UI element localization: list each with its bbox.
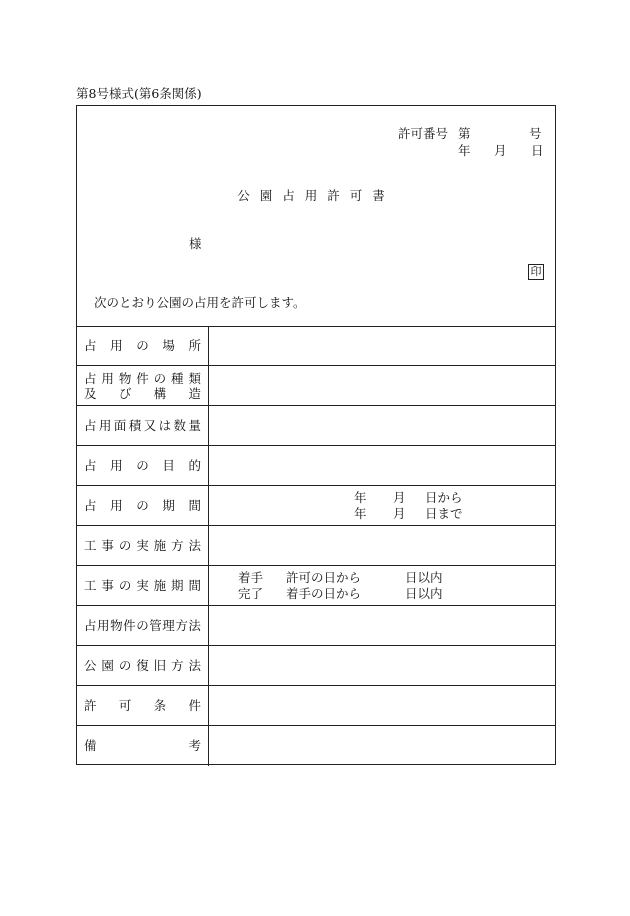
construction-finish-text: 着手の日から (286, 586, 362, 601)
row-purpose (77, 446, 555, 486)
restoration-method-field[interactable] (209, 646, 555, 685)
row-conditions (77, 686, 555, 726)
label-char: 期 (162, 498, 175, 513)
label-char: 備 (84, 738, 97, 753)
remarks-field[interactable] (209, 726, 555, 766)
row-label (77, 486, 209, 525)
label-char: 占 (84, 458, 97, 473)
label-char: 量 (188, 418, 201, 433)
label-char: の (153, 370, 167, 386)
seal-icon: 印 (528, 264, 544, 280)
label-char: 復 (136, 658, 149, 673)
label-char: 旧 (153, 658, 167, 673)
label-line (84, 418, 201, 433)
label-char: 実 (136, 538, 149, 553)
label-char: 占 (84, 498, 97, 513)
label-char: 実 (136, 578, 149, 593)
row-remarks (77, 726, 555, 766)
row-label (77, 606, 209, 645)
label-char: 条 (153, 698, 167, 713)
period-until-month: 月 (393, 506, 406, 521)
label-char: 面 (113, 418, 127, 433)
construction-finish-label: 完了 (238, 586, 264, 601)
conditions-field[interactable] (209, 686, 555, 725)
label-char: 構 (153, 385, 167, 401)
label-char: 用 (97, 618, 110, 633)
period-from-month: 月 (393, 490, 406, 505)
label-char: の (118, 538, 132, 553)
form-title: 公園占用許可書 (237, 188, 395, 203)
label-line (84, 386, 201, 401)
label-char: 件 (123, 618, 136, 633)
management-method-field[interactable] (209, 606, 555, 645)
label-char: 施 (153, 578, 167, 593)
row-management-method (77, 606, 555, 646)
row-label (77, 446, 209, 485)
label-line (84, 498, 201, 513)
construction-finish-days: 日以内 (405, 586, 443, 601)
row-restoration-method (77, 646, 555, 686)
label-char: 事 (101, 538, 114, 553)
purpose-field[interactable] (209, 446, 555, 485)
label-char: 類 (188, 370, 201, 386)
row-label (77, 366, 209, 405)
construction-period-field[interactable] (209, 566, 555, 605)
label-line (84, 578, 201, 593)
row-label (77, 566, 209, 605)
label-char: 積 (128, 418, 142, 433)
label-char: の (136, 618, 149, 633)
period-until-day: 日まで (425, 506, 463, 521)
construction-method-field[interactable] (209, 526, 555, 565)
row-location (77, 326, 555, 366)
label-char: 造 (188, 385, 201, 401)
label-char: 間 (188, 578, 201, 593)
label-char: の (136, 338, 149, 353)
row-label (77, 726, 209, 766)
row-label (77, 326, 209, 365)
label-char: 工 (84, 538, 97, 553)
row-period (77, 486, 555, 526)
label-line (84, 618, 201, 633)
date-day-label: 日 (531, 143, 544, 158)
label-char: 方 (175, 618, 188, 633)
label-char: 物 (118, 370, 132, 386)
label-char: 数 (173, 418, 187, 433)
permit-number-label: 許可番号 (398, 126, 449, 141)
row-type-structure (77, 366, 555, 406)
label-char: 許 (84, 698, 97, 713)
addressee-suffix: 様 (189, 236, 202, 251)
form-header (77, 106, 555, 327)
row-area-quantity (77, 406, 555, 446)
label-char: 園 (101, 658, 114, 673)
period-until-year: 年 (354, 506, 367, 521)
label-char: 公 (84, 658, 97, 673)
intro-text: 次のとおり公園の占用を許可します。 (94, 295, 306, 310)
label-line (84, 658, 201, 673)
permit-form-frame (76, 105, 556, 765)
label-char: 用 (110, 458, 123, 473)
label-char: 占 (84, 618, 97, 633)
label-char: 事 (101, 578, 114, 593)
label-char: 用 (98, 418, 112, 433)
date-year-label: 年 (458, 143, 471, 158)
form-table (77, 326, 555, 766)
row-label (77, 686, 209, 725)
label-char: 占 (84, 418, 97, 433)
label-char: 方 (171, 658, 184, 673)
label-char: 占 (84, 338, 97, 353)
label-char: 法 (188, 538, 201, 553)
label-char: 及 (84, 385, 97, 401)
label-char: 用 (101, 370, 114, 386)
row-construction-period (77, 566, 555, 606)
label-char: 種 (171, 370, 184, 386)
period-field[interactable] (209, 486, 555, 525)
label-char: は (158, 418, 172, 433)
label-char: 件 (188, 698, 201, 713)
permit-number-prefix: 第 (458, 126, 471, 141)
label-char: 用 (110, 498, 123, 513)
period-from-year: 年 (354, 490, 367, 505)
label-char: 理 (162, 618, 175, 633)
row-label (77, 526, 209, 565)
row-construction-method (77, 526, 555, 566)
permit-number-suffix: 号 (529, 126, 542, 141)
label-char: 法 (188, 618, 201, 633)
label-char: 又 (143, 418, 157, 433)
date-month-label: 月 (494, 143, 507, 158)
label-char: 期 (171, 578, 184, 593)
label-char: び (118, 385, 132, 401)
label-line (84, 458, 201, 473)
construction-start-label: 着手 (238, 570, 264, 585)
label-char: の (136, 498, 149, 513)
row-label (77, 646, 209, 685)
location-field[interactable] (209, 326, 555, 365)
area-quantity-field[interactable] (209, 406, 555, 445)
label-char: 用 (110, 338, 123, 353)
construction-start-days: 日以内 (405, 570, 443, 585)
type-structure-field[interactable] (209, 366, 555, 405)
label-char: 所 (188, 338, 201, 353)
form-number: 第8号様式(第6条関係) (76, 86, 202, 101)
label-char: の (136, 458, 149, 473)
label-char: 件 (136, 370, 149, 386)
label-char: 占 (84, 370, 97, 386)
label-line (84, 538, 201, 553)
label-char: 物 (110, 618, 123, 633)
construction-start-text: 許可の日から (286, 570, 362, 585)
label-char: の (118, 578, 132, 593)
period-from-day: 日から (425, 490, 463, 505)
label-char: 施 (153, 538, 167, 553)
label-char: 的 (188, 458, 201, 473)
label-char: 工 (84, 578, 97, 593)
label-char: 間 (188, 498, 201, 513)
label-char: の (118, 658, 132, 673)
label-char: 法 (188, 658, 201, 673)
label-char: 目 (162, 458, 175, 473)
label-line (84, 338, 201, 353)
label-char: 考 (188, 738, 201, 753)
label-char: 方 (171, 538, 184, 553)
label-char: 可 (118, 698, 132, 713)
label-line (84, 698, 201, 713)
label-char: 場 (162, 338, 175, 353)
label-line (84, 738, 201, 753)
label-char: 管 (149, 618, 162, 633)
label-line (84, 371, 201, 386)
row-label (77, 406, 209, 445)
